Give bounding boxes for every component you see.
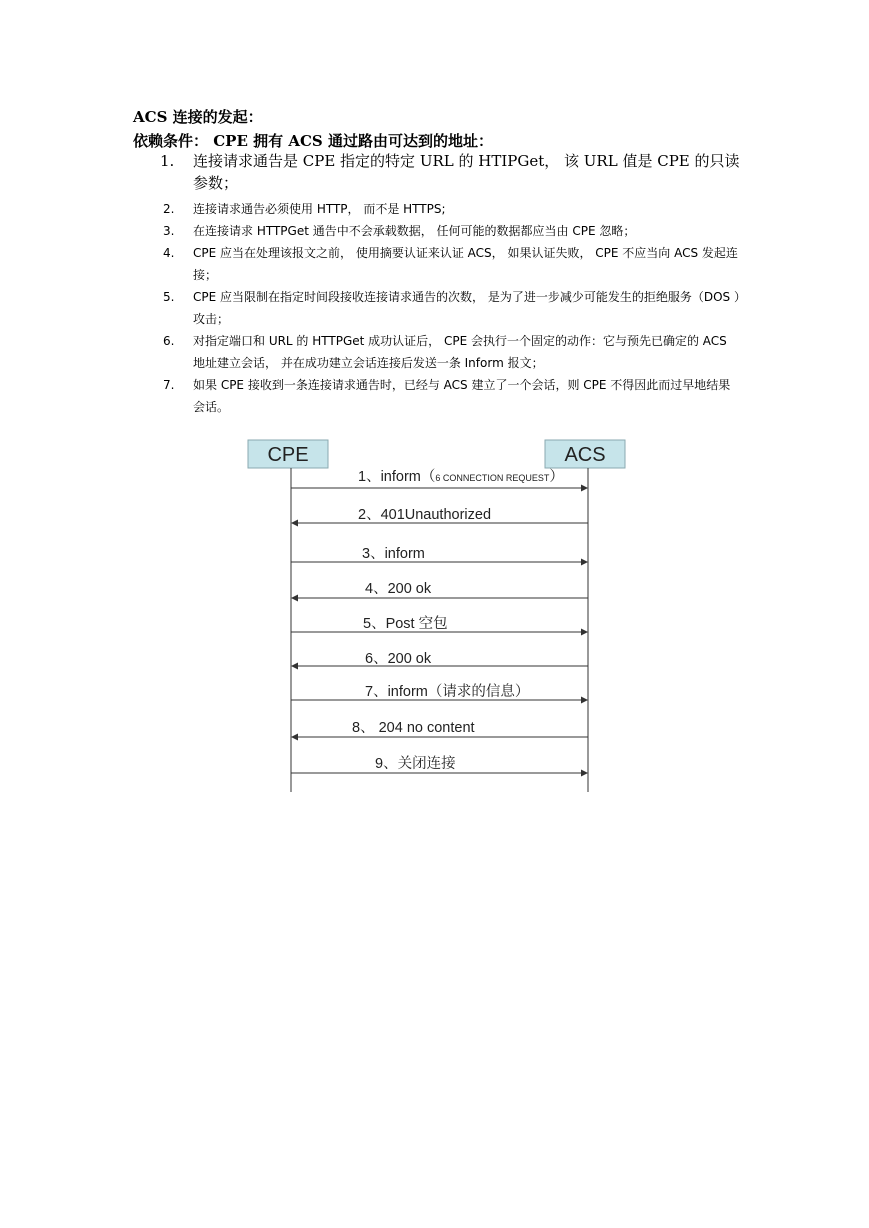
arrowhead bbox=[581, 697, 588, 704]
message-4 bbox=[291, 581, 588, 602]
list-item bbox=[160, 374, 740, 418]
list-text: 连接请求通告必须使用 HTTP， 而不是 HTTPS; bbox=[193, 202, 446, 216]
list-item bbox=[160, 286, 740, 330]
arrowhead bbox=[291, 663, 298, 670]
message-1 bbox=[291, 468, 588, 492]
message-4-label: 4、200 ok bbox=[365, 581, 432, 597]
svg-text:1、inform（6 CONNECTION REQUEST） bbox=[358, 468, 564, 485]
message-3 bbox=[291, 546, 588, 566]
list-text: CPE 应当在处理该报文之前， 使用摘要认证来认证 ACS， 如果认证失败， CPE 不应当向 ACS 发起连接； bbox=[193, 246, 738, 282]
list-text: 连接请求通告是 CPE 指定的特定 URL 的 HTIPGet， 该 URL 值是 CPE 的只读参数； bbox=[193, 152, 740, 192]
message-6-label: 6、200 ok bbox=[365, 651, 432, 667]
message-2-label: 2、401Unauthorized bbox=[358, 507, 492, 523]
list-number: 7. bbox=[163, 378, 175, 392]
acs-label: ACS bbox=[564, 444, 606, 466]
list-item bbox=[160, 330, 740, 374]
message-5-label: 5、Post 空包 bbox=[363, 616, 448, 632]
arrowhead bbox=[291, 520, 298, 527]
requirements-list bbox=[160, 150, 740, 418]
cpe-label: CPE bbox=[267, 444, 309, 466]
message-9 bbox=[291, 755, 588, 777]
list-text: 对指定端口和 URL 的 HTTPGet 成功认证后， CPE 会执行一个固定的动作：它与预先已确定的 ACS 地址建立会话， 并在成功建立会话连接后发送一条 Inform 报文； bbox=[193, 334, 727, 370]
arrowhead bbox=[581, 559, 588, 566]
arrowhead bbox=[581, 770, 588, 777]
arrowhead bbox=[581, 485, 588, 492]
message-7-label: 7、inform（请求的信息） bbox=[365, 684, 530, 700]
list-number: 2. bbox=[163, 202, 175, 216]
message-9-label: 9、关闭连接 bbox=[375, 756, 456, 772]
condition-line: 依赖条件： CPE 拥有 ACS 通过路由可达到的地址： bbox=[133, 132, 493, 150]
message-1-label-small: 6 CONNECTION REQUEST bbox=[435, 473, 550, 483]
message-1-label: 1、inform（ bbox=[358, 469, 436, 485]
list-number: 5. bbox=[163, 290, 175, 304]
arrowhead bbox=[291, 595, 298, 602]
arrowhead bbox=[291, 734, 298, 741]
list-item bbox=[160, 220, 740, 242]
arrowhead bbox=[581, 629, 588, 636]
message-5 bbox=[291, 614, 588, 636]
list-item bbox=[160, 198, 740, 220]
sequence-diagram bbox=[240, 435, 640, 795]
list-item bbox=[160, 150, 740, 194]
list-item bbox=[160, 242, 740, 286]
list-text: 如果 CPE 接收到一条连接请求通告时，已经与 ACS 建立了一个会话，则 CPE 不得因此而过早地结果会话。 bbox=[193, 378, 731, 414]
message-3-label: 3、inform bbox=[362, 546, 425, 562]
list-number: 6. bbox=[163, 334, 175, 348]
list-text: CPE 应当限制在指定时间段接收连接请求通告的次数， 是为了进一步减少可能发生的拒绝服务（DOS ）攻击； bbox=[193, 290, 740, 326]
section-title: ACS 连接的发起： bbox=[133, 108, 263, 126]
list-text: 在连接请求 HTTPGet 通告中不会承载数据， 任何可能的数据都应当由 CPE 忽略； bbox=[193, 224, 636, 238]
message-2 bbox=[291, 507, 588, 527]
message-1-label-end: ） bbox=[549, 469, 564, 485]
list-number: 3. bbox=[163, 224, 175, 238]
list-number: 1. bbox=[160, 152, 175, 170]
message-6 bbox=[291, 651, 588, 670]
message-8-label: 8、 204 no content bbox=[352, 720, 475, 736]
message-8 bbox=[291, 720, 588, 741]
message-7 bbox=[291, 682, 588, 704]
list-number: 4. bbox=[163, 246, 175, 260]
